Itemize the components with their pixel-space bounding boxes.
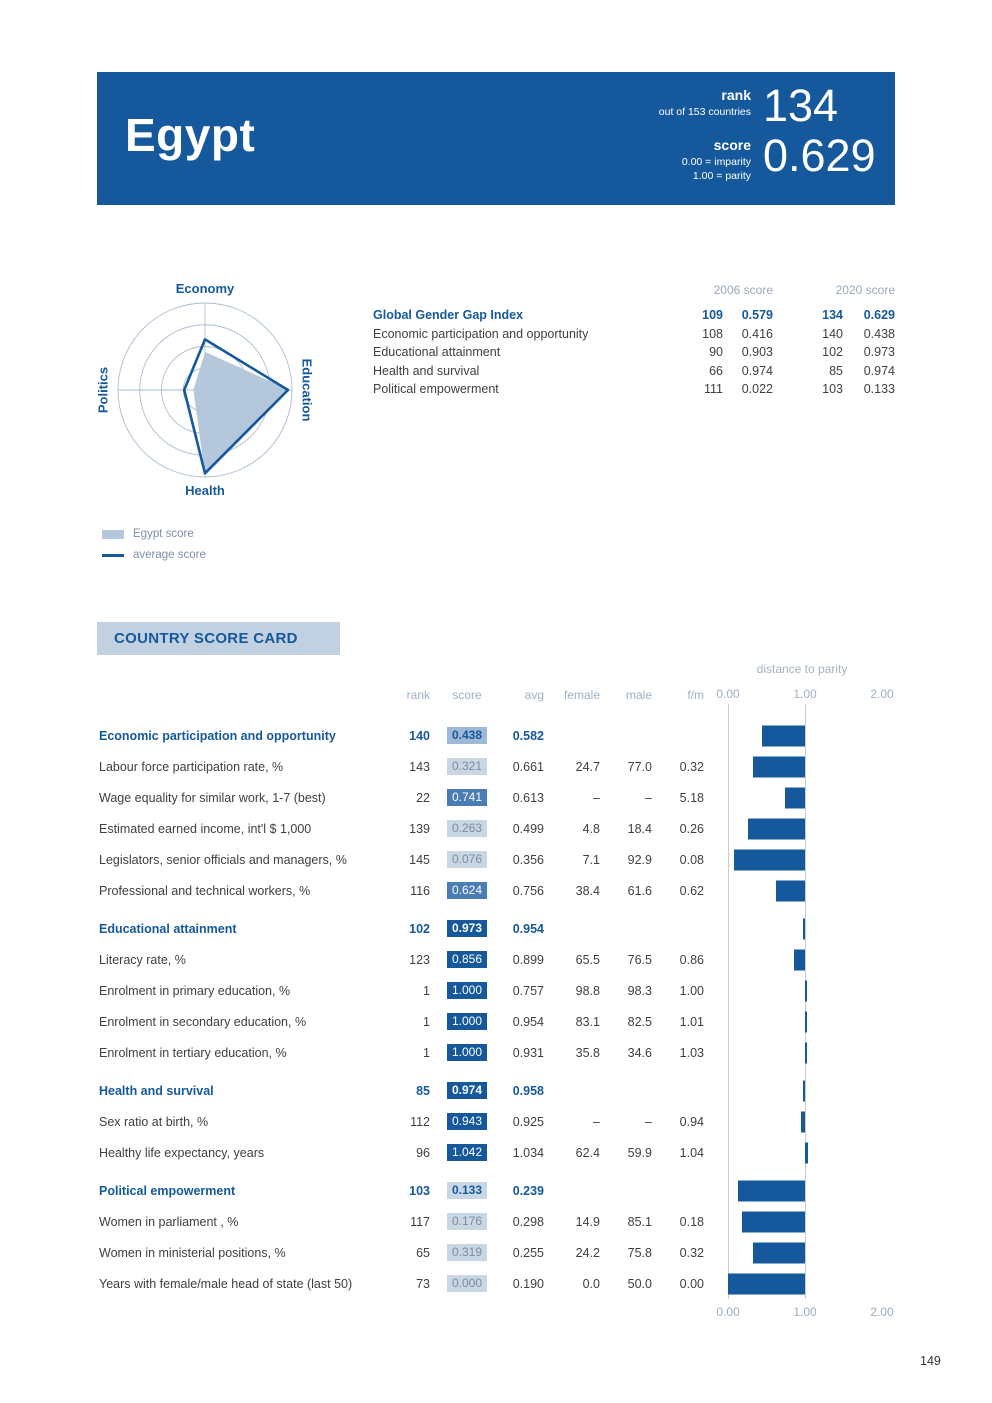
index-table-row [373, 380, 895, 399]
parity-bar [753, 1242, 805, 1263]
parity-bar [776, 880, 805, 901]
score-chip: 1.000 [447, 982, 487, 999]
rank-value: 102 [409, 921, 430, 936]
col-male: male [625, 688, 652, 702]
index-table-row [373, 306, 895, 325]
fm-value: 1.00 [679, 983, 704, 998]
avg-value: 0.298 [512, 1214, 544, 1229]
parity-bar [805, 980, 807, 1001]
col-fm: f/m [687, 688, 704, 702]
parity-bar-cell [709, 813, 895, 844]
index-table [373, 283, 895, 399]
parity-bar [748, 818, 805, 839]
row-label: Enrolment in tertiary education, % [99, 1045, 287, 1060]
avg-value: 0.239 [512, 1183, 544, 1198]
row-label: Sex ratio at birth, % [99, 1114, 209, 1129]
fm-value: 0.08 [679, 852, 704, 867]
parity-bar [805, 1142, 808, 1163]
parity-bar [753, 756, 805, 777]
fm-value: 0.32 [679, 759, 704, 774]
scorecard-indicator-row [97, 1037, 895, 1068]
score-sub-parity: 1.00 = parity [692, 169, 751, 182]
parity-bar-cell [709, 913, 895, 944]
distance-to-parity-label: distance to parity [756, 662, 848, 676]
male-value: 34.6 [627, 1045, 652, 1060]
avg-value: 0.931 [512, 1045, 544, 1060]
score-2006: 0.579 [741, 308, 773, 322]
score-2006: 0.416 [741, 326, 773, 341]
rank-value: 103 [409, 1183, 430, 1198]
female-value: 98.8 [575, 983, 600, 998]
col-female: female [563, 688, 600, 702]
rank-value: 1 [423, 983, 430, 998]
parity-bar [762, 725, 805, 746]
rank-value: 139 [409, 821, 430, 836]
axis-tick-2: 2.00 [870, 1305, 894, 1319]
rank-2006: 109 [702, 308, 723, 322]
parity-bar-cell [709, 1175, 895, 1206]
score-chip: 0.076 [447, 851, 487, 868]
fm-value: 1.03 [679, 1045, 704, 1060]
parity-bar-cell [709, 751, 895, 782]
rank-stat [619, 82, 875, 129]
score-cell [435, 920, 499, 937]
row-label: Literacy rate, % [99, 952, 186, 967]
scorecard-indicator-row [97, 751, 895, 782]
radar-svg [90, 275, 320, 505]
score-cell [435, 1244, 499, 1261]
parity-bar-cell [709, 975, 895, 1006]
avg-value: 0.899 [512, 952, 544, 967]
male-value: 18.4 [627, 821, 652, 836]
rank-value: 73 [416, 1276, 430, 1291]
score-chip: 0.321 [447, 758, 487, 775]
score-cell [435, 820, 499, 837]
score-cell [435, 1213, 499, 1230]
parity-bar-cell [709, 1037, 895, 1068]
col-score: score [452, 688, 482, 702]
female-value: 24.2 [575, 1245, 600, 1260]
score-chip: 0.176 [447, 1213, 487, 1230]
row-label: Wage equality for similar work, 1-7 (best) [99, 790, 326, 805]
index-table-row [373, 325, 895, 344]
avg-value: 0.582 [512, 728, 544, 743]
index-row-label: Global Gender Gap Index [373, 308, 524, 322]
parity-bar-cell [709, 875, 895, 906]
score-2006: 0.974 [741, 363, 773, 378]
scorecard-indicator-row [97, 1137, 895, 1168]
index-table-rows [373, 306, 895, 399]
male-value: 59.9 [627, 1145, 652, 1160]
female-value: 35.8 [575, 1045, 600, 1060]
female-value: 65.5 [575, 952, 600, 967]
row-label: Enrolment in secondary education, % [99, 1014, 307, 1029]
row-label: Women in ministerial positions, % [99, 1245, 286, 1260]
rank-value: 134 [763, 80, 839, 131]
score-chip: 0.741 [447, 789, 487, 806]
parity-bar-cell [709, 1206, 895, 1237]
male-value: 75.8 [627, 1245, 652, 1260]
scorecard-indicator-row [97, 1237, 895, 1268]
female-value: – [593, 1114, 600, 1129]
scorecard-indicator-row [97, 975, 895, 1006]
score-chip: 0.133 [447, 1182, 487, 1199]
index-table-row [373, 343, 895, 362]
radar-axis-politics: Politics [95, 366, 111, 414]
score-chip: 0.263 [447, 820, 487, 837]
rank-value: 116 [410, 883, 430, 898]
rank-value: 1 [423, 1014, 430, 1029]
col-2006-score: 2006 score [713, 283, 773, 297]
parity-bar [728, 1273, 805, 1294]
avg-value: 0.757 [512, 983, 544, 998]
rank-2006: 90 [709, 345, 723, 359]
legend-egypt-score [102, 528, 320, 540]
axis-ticks-bottom [709, 1304, 895, 1320]
male-value: 76.5 [627, 952, 652, 967]
parity-bar [805, 1042, 807, 1063]
legend-egypt-label: Egypt score [133, 528, 194, 540]
rank-2006: 108 [702, 326, 723, 341]
rank-2020: 102 [822, 345, 843, 359]
score-cell [435, 882, 499, 899]
scorecard-indicator-row [97, 813, 895, 844]
scorecard-column-headers [97, 686, 895, 704]
parity-bar [803, 1080, 805, 1101]
radar-axis-economy: Economy [175, 281, 235, 296]
rank-value: 96 [416, 1145, 430, 1160]
male-value: 61.6 [627, 883, 652, 898]
axis-tick-1: 1.00 [793, 1305, 817, 1319]
axis-ticks-top [709, 686, 895, 704]
scorecard-indicator-row [97, 844, 895, 875]
row-label: Women in parliament , % [99, 1214, 239, 1229]
female-value: 38.4 [575, 883, 600, 898]
score-2020: 0.438 [863, 326, 895, 341]
avg-value: 0.613 [512, 790, 544, 805]
country-name: Egypt [125, 109, 256, 161]
rank-sub: out of 153 countries [658, 105, 751, 118]
fm-value: 0.94 [679, 1114, 704, 1129]
scorecard-title: COUNTRY SCORE CARD [97, 622, 340, 655]
parity-bar [801, 1111, 805, 1132]
parity-bar-cell [709, 844, 895, 875]
rank-2020: 103 [822, 382, 843, 396]
scorecard-indicator-row [97, 944, 895, 975]
rank-2020: 85 [829, 363, 843, 378]
rank-label: rank [721, 87, 751, 103]
score-cell [435, 951, 499, 968]
male-value: 82.5 [627, 1014, 652, 1029]
fm-value: 5.18 [679, 790, 704, 805]
avg-value: 0.925 [512, 1114, 544, 1129]
score-chip: 1.000 [447, 1044, 487, 1061]
legend-average-score [102, 549, 320, 561]
egypt-score-swatch [102, 530, 124, 539]
score-chip: 0.974 [447, 1082, 487, 1099]
male-value: – [645, 790, 652, 805]
row-label: Enrolment in primary education, % [99, 983, 291, 998]
score-label: score [713, 137, 751, 154]
male-value: 85.1 [627, 1214, 652, 1229]
radar-axis-education: Education [299, 358, 315, 422]
row-label: Economic participation and opportunity [99, 728, 336, 743]
female-value: 24.7 [575, 759, 600, 774]
row-label: Years with female/male head of state (last 50) [99, 1276, 353, 1291]
legend-average-label: average score [133, 549, 206, 561]
female-value: 4.8 [582, 821, 600, 836]
score-chip: 0.319 [447, 1244, 487, 1261]
parity-bar [785, 787, 805, 808]
score-cell [435, 1082, 499, 1099]
fm-value: 0.26 [679, 821, 704, 836]
rank-value: 143 [409, 759, 430, 774]
row-label: Health and survival [99, 1083, 214, 1098]
scorecard-category-row [97, 720, 895, 751]
rank-value: 117 [410, 1214, 430, 1229]
male-value: 92.9 [627, 852, 652, 867]
female-value: – [593, 790, 600, 805]
rank-2006: 66 [709, 363, 723, 378]
rank-value: 22 [416, 790, 430, 805]
avg-value: 0.356 [512, 852, 544, 867]
avg-value: 1.034 [512, 1145, 544, 1160]
score-stat [619, 132, 875, 183]
male-value: – [645, 1114, 652, 1129]
score-cell [435, 851, 499, 868]
avg-value: 0.954 [512, 921, 544, 936]
row-label: Healthy life expectancy, years [99, 1145, 265, 1160]
parity-bar-cell [709, 944, 895, 975]
scorecard-indicator-row [97, 1268, 895, 1299]
male-value: 98.3 [627, 983, 652, 998]
score-chip: 1.000 [447, 1013, 487, 1030]
row-label: Professional and technical workers, % [99, 883, 311, 898]
female-value: 0.0 [582, 1276, 600, 1291]
rank-value: 85 [416, 1083, 430, 1098]
col-2020-score: 2020 score [835, 283, 895, 297]
scorecard-rows [97, 704, 895, 1299]
rank-value: 1 [423, 1045, 430, 1060]
score-chip: 0.943 [447, 1113, 487, 1130]
index-table-header [373, 283, 895, 297]
score-chip: 0.973 [447, 920, 487, 937]
rank-value: 145 [409, 852, 430, 867]
parity-bar-cell [709, 1137, 895, 1168]
score-chip: 1.042 [447, 1144, 487, 1161]
score-2020: 0.133 [863, 382, 895, 396]
rank-2020: 140 [822, 326, 843, 341]
avg-value: 0.661 [512, 759, 544, 774]
axis-tick-1: 1.00 [793, 687, 817, 701]
parity-bar-cell [709, 1006, 895, 1037]
index-row-label: Health and survival [373, 363, 480, 378]
index-row-label: Educational attainment [373, 345, 501, 359]
fm-value: 0.18 [679, 1214, 704, 1229]
parity-bar-cell [709, 1106, 895, 1137]
score-cell [435, 789, 499, 806]
scorecard-indicator-row [97, 782, 895, 813]
scorecard-category-row [97, 1175, 895, 1206]
score-cell [435, 1013, 499, 1030]
col-avg: avg [524, 688, 544, 702]
row-label: Educational attainment [99, 921, 237, 936]
country-header [97, 72, 895, 205]
female-value: 83.1 [575, 1014, 600, 1029]
score-2020: 0.973 [863, 345, 895, 359]
male-value: 50.0 [627, 1276, 652, 1291]
index-table-row [373, 362, 895, 381]
score-cell [435, 1113, 499, 1130]
scorecard-indicator-row [97, 875, 895, 906]
score-2020: 0.974 [863, 363, 895, 378]
row-label: Labour force participation rate, % [99, 759, 284, 774]
score-cell [435, 1144, 499, 1161]
parity-bar [734, 849, 805, 870]
male-value: 77.0 [627, 759, 652, 774]
score-2020: 0.629 [863, 308, 895, 322]
axis-tick-2: 2.00 [870, 687, 894, 701]
parity-bar-cell [709, 720, 895, 751]
radar-axis-health: Health [185, 483, 225, 498]
radar-egypt-area [193, 352, 289, 475]
female-value: 7.1 [582, 852, 600, 867]
score-sub-imparity: 0.00 = imparity [681, 155, 751, 168]
fm-value: 0.00 [679, 1276, 704, 1291]
index-row-label: Economic participation and opportunity [373, 326, 589, 341]
rank-value: 123 [409, 952, 430, 967]
average-score-swatch [102, 554, 124, 557]
index-row-label: Political empowerment [373, 382, 499, 396]
parity-bar-cell [709, 1237, 895, 1268]
score-cell [435, 1044, 499, 1061]
avg-value: 0.954 [512, 1014, 544, 1029]
row-label: Estimated earned income, int'l $ 1,000 [99, 821, 312, 836]
rank-value: 65 [416, 1245, 430, 1260]
fm-value: 1.04 [679, 1145, 704, 1160]
parity-bar [738, 1180, 805, 1201]
scorecard-category-row [97, 1075, 895, 1106]
radar-legend [90, 528, 320, 561]
fm-value: 0.86 [679, 952, 704, 967]
fm-value: 0.62 [679, 883, 704, 898]
rank-value: 112 [410, 1114, 430, 1129]
avg-value: 0.756 [512, 883, 544, 898]
avg-value: 0.190 [512, 1276, 544, 1291]
score-cell [435, 1275, 499, 1292]
page-number: 149 [920, 1354, 941, 1368]
axis-tick-0: 0.00 [716, 1305, 740, 1319]
female-value: 14.9 [575, 1214, 600, 1229]
parity-bar-cell [709, 782, 895, 813]
avg-value: 0.255 [512, 1245, 544, 1260]
score-2006: 0.903 [741, 345, 773, 359]
score-chip: 0.624 [447, 882, 487, 899]
header-stats [619, 82, 875, 183]
scorecard-indicator-row [97, 1006, 895, 1037]
score-chip: 0.000 [447, 1275, 487, 1292]
parity-bar [803, 918, 805, 939]
radar-chart [90, 275, 320, 570]
score-chip: 0.856 [447, 951, 487, 968]
score-cell [435, 758, 499, 775]
avg-value: 0.499 [512, 821, 544, 836]
score-cell [435, 982, 499, 999]
score-value: 0.629 [763, 130, 876, 182]
rank-2020: 134 [822, 308, 843, 322]
rank-2006: 111 [703, 382, 723, 396]
axis-tick-0: 0.00 [716, 687, 740, 701]
fm-value: 1.01 [679, 1014, 704, 1029]
score-cell [435, 727, 499, 744]
parity-bar [794, 949, 805, 970]
scorecard-indicator-row [97, 1206, 895, 1237]
female-value: 62.4 [575, 1145, 600, 1160]
parity-bar [742, 1211, 805, 1232]
rank-value: 140 [409, 728, 430, 743]
parity-bar-cell [709, 1075, 895, 1106]
avg-value: 0.958 [512, 1083, 544, 1098]
scorecard-table [97, 662, 895, 1320]
score-cell [435, 1182, 499, 1199]
row-label: Political empowerment [99, 1183, 236, 1198]
col-rank: rank [406, 688, 430, 702]
scorecard-indicator-row [97, 1106, 895, 1137]
row-label: Legislators, senior officials and managers, % [99, 852, 347, 867]
scorecard-category-row [97, 913, 895, 944]
parity-bar-cell [709, 1268, 895, 1299]
score-chip: 0.438 [447, 727, 487, 744]
parity-bar [805, 1011, 807, 1032]
score-2006: 0.022 [741, 382, 773, 396]
fm-value: 0.32 [679, 1245, 704, 1260]
